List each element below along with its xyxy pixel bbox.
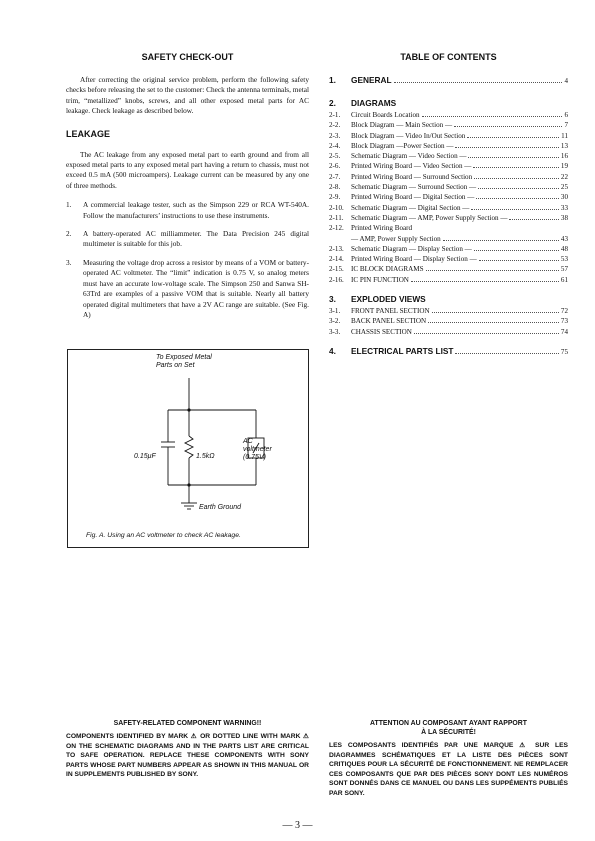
leader-dots [473,167,559,168]
section-title: DIAGRAMS [351,98,397,108]
toc-item-number: 2-13. [329,244,344,253]
toc-item[interactable] [329,254,568,264]
toc-item-number: 2-6. [329,162,341,171]
figure-caption: Fig. A. Using an AC voltmeter to check AC leakage. [86,532,241,539]
toc-item-number: 2-3. [329,131,341,140]
toc-item-number: 3-2. [329,317,341,326]
list-number: 1. [66,200,72,210]
toc-item[interactable] [329,264,568,274]
leader-dots [414,333,559,334]
table-of-contents [329,52,568,356]
capacitor-label: 0.15μF [134,453,156,460]
toc-item-title: Schematic Diagram — AMP, Power Supply Section — [351,213,508,222]
toc-diagrams-list [329,110,568,285]
toc-item[interactable] [329,182,568,192]
section-page: 75 [560,347,568,356]
toc-item-page: 16 [560,152,568,161]
toc-item-number: 2-7. [329,172,341,181]
probe-label-line2: Parts on Set [156,362,195,369]
list-text: A battery-operated AC milliammeter. The Data Precision 245 digital multimeter is suitable for this job. [83,229,309,249]
list-item [66,200,309,221]
leakage-paragraph: The AC leakage from any exposed metal part to earth ground and from all exposed metal parts to any exposed metal part having a return to chassis, must not exceed 0.5 mA (500 microampers). Leakage current can be measured by any one of three methods. [66,149,309,190]
toc-item-page: 22 [560,172,568,181]
toc-item-page: 25 [560,183,568,192]
toc-item-page: 53 [560,255,568,264]
toc-item[interactable] [329,213,568,223]
resistor-label: 1.5kΩ [196,453,215,460]
section-title: ELECTRICAL PARTS LIST [351,345,454,356]
toc-item-title: — AMP, Power Supply Section [351,234,441,243]
leader-dots [468,157,558,158]
list-number: 3. [66,257,72,267]
toc-section-diagrams[interactable] [329,98,568,108]
leakage-heading: LEAKAGE [66,128,111,139]
toc-item-title: Schematic Diagram — Surround Section — [351,183,477,192]
toc-item-page: 57 [560,265,568,274]
figure-a [67,349,309,548]
leader-dots [478,188,559,189]
leader-dots [479,260,559,261]
toc-item-number: 2-1. [329,111,341,119]
toc-item[interactable] [329,244,568,254]
toc-item-number: 2-5. [329,152,341,161]
toc-item-title: IC BLOCK DIAGRAMS [351,265,424,274]
safety-warning-english [66,719,309,780]
toc-item-page: 30 [560,193,568,202]
toc-item[interactable] [329,306,568,316]
toc-item[interactable] [329,131,568,141]
earth-ground-label: Earth Ground [199,504,242,511]
toc-item-title: Printed Wiring Board — Display Section — [351,255,477,264]
toc-item-number: 2-2. [329,121,341,130]
toc-item-title: Printed Wiring Board [351,224,413,233]
toc-item-title: Schematic Diagram — Digital Section — [351,203,470,212]
voltmeter-label-1: AC [243,438,253,445]
toc-item-number: 2-11. [329,213,344,222]
toc-item-title: Schematic Diagram — Display Section — [351,244,472,253]
toc-item-title: FRONT PANEL SECTION [351,307,430,316]
junction-dot [187,408,190,411]
leader-dots [394,82,563,83]
toc-item[interactable] [329,327,568,337]
warning-title-line1: ATTENTION AU COMPOSANT AYANT RAPPORT [370,720,527,727]
leader-dots [467,137,559,138]
warning-title-line2: À LA SÉCURITÉ! [421,729,476,736]
leader-dots [432,312,559,313]
list-text: A commercial leakage tester, such as the Simpson 229 or RCA WT-540A. Follow the manufacturers’ instructions to use these instruments. [83,200,309,220]
toc-item-page: 72 [560,307,568,316]
junction-dot [187,483,190,486]
probe-label-line1: To Exposed Metal [156,354,212,361]
list-number: 2. [66,229,72,239]
toc-item-number: 2-4. [329,141,341,150]
toc-item-page: 7 [564,121,568,130]
leader-dots [454,126,562,127]
section-number: 4. [329,345,336,356]
leader-dots [443,240,559,241]
toc-item-page: 48 [560,244,568,253]
toc-exploded-list [329,306,568,337]
warning-body: COMPONENTS IDENTIFIED BY MARK ⚠ OR DOTTED LINE WITH MARK ⚠ ON THE SCHEMATIC DIAGRAMS AND IN THE PARTS LIST ARE CRITICAL TO SAFE OPERATION. REPLACE THESE COMPONENTS WITH SONY PARTS WHOSE PART NUMBERS APPEAR AS SHOWN IN THIS MANUAL OR IN SUPPLEMENTS PUBLISHED BY SONY. [66,733,309,779]
toc-item-number: 2-8. [329,183,341,192]
toc-item-page: 19 [560,162,568,171]
toc-item-page: 13 [560,141,568,150]
circuit-diagram [68,350,308,547]
safety-checkout-title: SAFETY CHECK-OUT [141,52,234,62]
section-title: GENERAL [351,75,392,85]
toc-section-general[interactable] [329,75,568,85]
toc-item-number: 2-12. [329,224,344,233]
toc-item-title: Block Diagram —Power Section — [351,141,454,150]
toc-item[interactable] [329,110,568,120]
intro-paragraph: After correcting the original service problem, perform the following safety checks before releasing the set to the customer: Check the antenna terminals, metal trim, “metallized” knobs, screws, and all other exposed metal parts for AC leakage. Check leakage as described below. [66,75,309,116]
toc-item-title: Printed Wiring Board — Digital Section — [351,193,475,202]
leader-dots [426,270,559,271]
list-item [66,229,309,250]
toc-item-number: 2-15. [329,265,344,274]
leader-dots [411,281,559,282]
toc-item[interactable] [329,234,568,244]
list-text: Measuring the voltage drop across a resistor by means of a VOM or battery-operated AC voltmeter. The “limit” indication is 0.75 V, so analog meters must have an accurate low-voltage scale. The Simpson 250 and Sanwa SH-63Trd are examples of a passive VOM that is suitable. Nearly all battery operated digital multimeters that have a 2V AC range are suitable. (See Fig. A) [83,257,309,319]
toc-item-title: Printed Wiring Board — Surround Section [351,172,473,181]
safety-warning-french [329,719,568,799]
toc-item-number: 2-16. [329,275,344,284]
section-number: 1. [329,75,336,85]
toc-item[interactable] [329,172,568,182]
toc-item-title: Schematic Diagram — Video Section — [351,152,467,161]
section-number: 2. [329,98,336,108]
section-number: 3. [329,294,336,305]
toc-item-number: 3-3. [329,327,341,336]
toc-item-page: 11 [561,131,568,140]
leader-dots [455,147,558,148]
leader-dots [509,219,558,220]
toc-item-page: 6 [564,111,568,119]
toc-section-parts-list[interactable] [329,346,568,356]
toc-item[interactable] [329,141,568,151]
leader-dots [422,116,563,117]
section-page: 4 [564,77,568,85]
toc-item[interactable] [329,316,568,326]
toc-item[interactable] [329,203,568,213]
toc-item-title: Circuit Boards Location [351,111,420,119]
toc-item[interactable] [329,151,568,161]
toc-title: TABLE OF CONTENTS [400,52,497,62]
page-number: — 3 — [282,820,313,831]
toc-item-page: 43 [560,234,568,243]
leader-dots [474,250,559,251]
safety-checkout-column [66,52,309,328]
toc-item[interactable] [329,161,568,171]
leader-dots [471,209,559,210]
warning-body: LES COMPOSANTS IDENTIFIÉS PAR UNE MARQUE ⚠ SUR LES DIAGRAMMES SCHÉMATIQUES ET LA LISTE DES PIÈCES SONT CRITIQUES POUR LA SÉCURITÉ DE FONCTIONNEMENT. NE REMPLACER CES COMPOSANTS QUE PAR DES PIÈCES SONY DONT LES NUMÉROS SONT DONNÉS DANS CE MANUEL OU DANS LES SUPPÉMENTS PUBLIÉS PAR SONY. [329,742,568,797]
toc-item-number: 2-9. [329,193,341,202]
toc-item-page: 61 [560,275,568,284]
leader-dots [428,322,559,323]
warning-title: SAFETY-RELATED COMPONENT WARNING!! [113,720,262,727]
toc-item[interactable] [329,192,568,202]
toc-item-title: Printed Wiring Board — Video Section — [351,162,472,171]
toc-item-page: 74 [560,327,568,336]
toc-item[interactable] [329,223,568,233]
toc-item-title: Block Diagram — Main Section — [351,121,453,130]
toc-item-page: 73 [560,317,568,326]
toc-section-exploded-views[interactable] [329,294,568,304]
voltmeter-label-3: (0.75V) [243,454,266,461]
leader-dots [476,198,559,199]
voltmeter-label-2: voltmeter [243,446,272,453]
toc-item-number: 3-1. [329,307,341,316]
leader-dots [455,353,558,354]
toc-item[interactable] [329,120,568,130]
toc-item-title: Block Diagram — Video In/Out Section [351,131,466,140]
resistor-zigzag [185,436,193,458]
toc-item-title: IC PIN FUNCTION [351,275,409,284]
toc-item-number: 2-10. [329,203,344,212]
toc-item-title: CHASSIS SECTION [351,327,412,336]
toc-item-page: 38 [560,213,568,222]
leader-dots [474,178,559,179]
toc-item-title: BACK PANEL SECTION [351,317,427,326]
toc-item-number: 2-14. [329,255,344,264]
toc-item-page: 33 [560,203,568,212]
list-item [66,258,309,320]
toc-item[interactable] [329,275,568,285]
methods-list [66,200,309,320]
section-title: EXPLODED VIEWS [351,294,426,305]
